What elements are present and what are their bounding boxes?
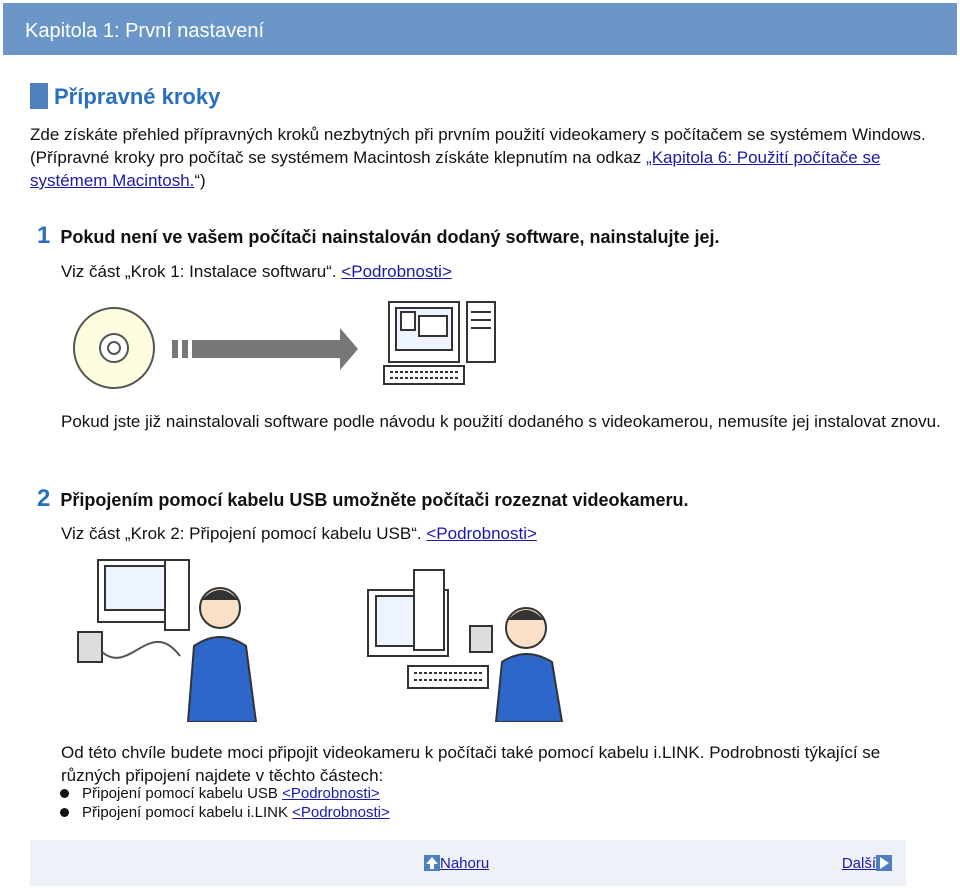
step-2-details-link[interactable]: <Podrobnosti> [426,524,537,543]
chapter-title: Kapitola 1: První nastavení [25,20,265,42]
step-1-title: Pokud není ve vašem počítači nainstalován dodaný software, nainstalujte jej. [60,227,720,247]
right-arrow-icon [876,855,892,871]
step-1-reference [61,262,452,282]
bullet-icon [60,789,69,798]
step-2-title: Připojením pomocí kabelu USB umožněte počítači rozeznat videokameru. [60,490,689,510]
usb-connection-illustration-1 [70,556,280,722]
step-1-ref-text: Viz část „Krok 1: Instalace softwaru“. [61,262,342,281]
intro-text: Zde získáte přehled přípravných kroků nezbytných při prvním použití videokamery s počítačem se systémem Windows. (Přípravné kroky pro počítač se systémem Macintosh získáte klepnutím na odkaz [30,125,926,167]
usb-connection-illustration-2 [358,566,568,722]
intro-text-end: “) [194,171,206,190]
connection-list [60,785,390,823]
macintosh-chapter-link[interactable]: „Kapitola 6: Použití počítače se systémem Macintosh. [30,148,881,190]
intro-paragraph [30,123,940,192]
section-marker [30,83,48,109]
person-figure [496,608,562,722]
up-arrow-icon [424,855,440,871]
person-figure [188,588,256,722]
bullet-icon [60,808,69,817]
step-2-heading [37,485,689,513]
step-1-details-link[interactable]: <Podrobnosti> [341,262,452,281]
chapter-header [3,3,957,55]
step-2-note: Od této chvíle budete moci připojit videokameru k počítači také pomocí kabelu i.LINK. Podrobnosti týkající se různých připojení najdete v těchto částech: [61,743,881,785]
cd-disc-icon [74,308,154,388]
arrow-icon [172,328,358,370]
footer-nav [30,840,906,886]
step-2-reference [61,524,537,544]
step-1-number: 1 [37,222,51,249]
nav-next-label: Další [841,855,876,872]
list-item [60,785,390,804]
desktop-computer-icon [384,302,495,384]
step-1-heading [37,222,720,250]
nav-top-button[interactable] [424,855,489,872]
list-item-text: Připojení pomocí kabelu i.LINK [82,804,293,821]
ilink-details-link[interactable]: <Podrobnosti> [292,804,390,821]
step-2-ref-text: Viz část „Krok 2: Připojení pomocí kabelu USB“. [61,524,427,543]
nav-top-label: Nahoru [440,855,490,872]
nav-next-button[interactable] [842,855,892,872]
section-title: Přípravné kroky [54,84,221,109]
step-2-number: 2 [37,485,51,512]
usb-details-link[interactable]: <Podrobnosti> [282,785,380,802]
step-1-note: Pokud jste již nainstalovali software podle návodu k použití dodaného s videokamerou, nemusíte jej instalovat znovu. [61,412,941,431]
list-item [60,804,390,823]
software-install-illustration [72,298,502,390]
list-item-text: Připojení pomocí kabelu USB [82,785,283,802]
